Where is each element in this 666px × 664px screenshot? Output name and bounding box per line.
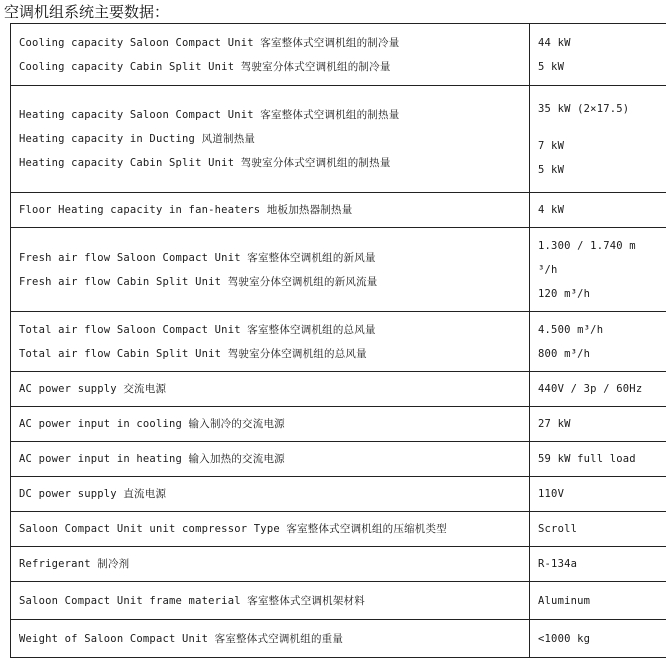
value-cell (530, 312, 666, 372)
param-cell (11, 477, 530, 512)
value-text: R-134a (538, 558, 578, 570)
table-row (11, 407, 666, 442)
table-row (11, 86, 666, 193)
value-text: 440V / 3p / 60Hz (538, 383, 643, 395)
value-text: 4 kW (538, 204, 565, 216)
param-text: Cooling capacity Cabin Split Unit 驾驶室分体式空调机组的制冷量 (19, 60, 391, 73)
value-text: 110V (538, 488, 565, 500)
table-row (11, 193, 666, 228)
param-cell (11, 407, 530, 442)
param-text: Weight of Saloon Compact Unit 客室整体式空调机组的重量 (19, 632, 344, 645)
param-text: Cooling capacity Saloon Compact Unit 客室整体式空调机组的制冷量 (19, 36, 400, 49)
param-text: Total air flow Saloon Compact Unit 客室整体空调机组的总风量 (19, 323, 376, 336)
param-text: Heating capacity Saloon Compact Unit 客室整体式空调机组的制热量 (19, 109, 400, 121)
param-cell (11, 442, 530, 477)
table-row (11, 442, 666, 477)
param-text: Floor Heating capacity in fan-heaters 地板加热器制热量 (19, 204, 353, 216)
param-text: DC power supply 直流电源 (19, 488, 167, 500)
param-text: Fresh air flow Cabin Split Unit 驾驶室分体空调机组的新风流量 (19, 275, 378, 288)
param-cell (11, 312, 530, 372)
value-text: 4.500 m³/h (538, 323, 604, 336)
value-cell (530, 477, 666, 512)
param-cell (11, 24, 530, 86)
table-row (11, 24, 666, 86)
value-cell (530, 582, 666, 620)
param-text: AC power supply 交流电源 (19, 383, 167, 395)
value-text: Scroll (538, 523, 578, 535)
param-cell (11, 228, 530, 312)
param-text: Heating capacity Cabin Split Unit 驾驶室分体式空调机组的制热量 (19, 157, 391, 169)
param-cell (11, 193, 530, 228)
value-text: Aluminum (538, 594, 591, 607)
param-text: Saloon Compact Unit frame material 客室整体式空调机架材料 (19, 594, 365, 607)
param-text: Refrigerant 制冷剂 (19, 558, 130, 570)
param-text: Fresh air flow Saloon Compact Unit 客室整体空调机组的新风量 (19, 251, 376, 264)
table-row (11, 547, 666, 582)
value-text: 5 kW (538, 60, 565, 73)
param-text: AC power input in heating 输入加热的交流电源 (19, 453, 285, 465)
value-text: ³/h (538, 263, 558, 276)
value-cell (530, 512, 666, 547)
value-cell (530, 442, 666, 477)
value-cell (530, 372, 666, 407)
value-cell (530, 193, 666, 228)
value-text: 27 kW (538, 418, 571, 430)
value-text: 5 kW (538, 163, 565, 176)
value-cell (530, 24, 666, 86)
param-text: AC power input in cooling 输入制冷的交流电源 (19, 418, 285, 430)
value-text: 1.300 / 1.740 m (538, 239, 636, 252)
value-text: 35 kW (2×17.5) (538, 102, 630, 115)
value-spacer (538, 121, 666, 134)
spec-table (10, 23, 666, 658)
table-row (11, 372, 666, 407)
param-cell (11, 582, 530, 620)
param-cell (11, 620, 530, 658)
table-row (11, 477, 666, 512)
value-cell (530, 86, 666, 193)
table-row (11, 582, 666, 620)
table-row (11, 312, 666, 372)
value-cell (530, 228, 666, 312)
value-text: 800 m³/h (538, 347, 591, 360)
value-cell (530, 620, 666, 658)
value-text: 120 m³/h (538, 287, 591, 300)
value-cell (530, 407, 666, 442)
table-row (11, 228, 666, 312)
param-cell (11, 547, 530, 582)
param-cell (11, 372, 530, 407)
value-text: 44 kW (538, 36, 571, 49)
table-row (11, 620, 666, 658)
value-text: 59 kW full load (538, 453, 636, 465)
param-text: Saloon Compact Unit unit compressor Type 客室整体式空调机组的压缩机类型 (19, 523, 447, 535)
page-title: 空调机组系统主要数据： (4, 3, 170, 21)
param-cell (11, 86, 530, 193)
value-text: 7 kW (538, 139, 565, 152)
param-text: Heating capacity in Ducting 风道制热量 (19, 133, 256, 145)
param-cell (11, 512, 530, 547)
table-row (11, 512, 666, 547)
value-cell (530, 547, 666, 582)
param-text: Total air flow Cabin Split Unit 驾驶室分体空调机组的总风量 (19, 347, 367, 360)
value-text: <1000 kg (538, 632, 591, 645)
